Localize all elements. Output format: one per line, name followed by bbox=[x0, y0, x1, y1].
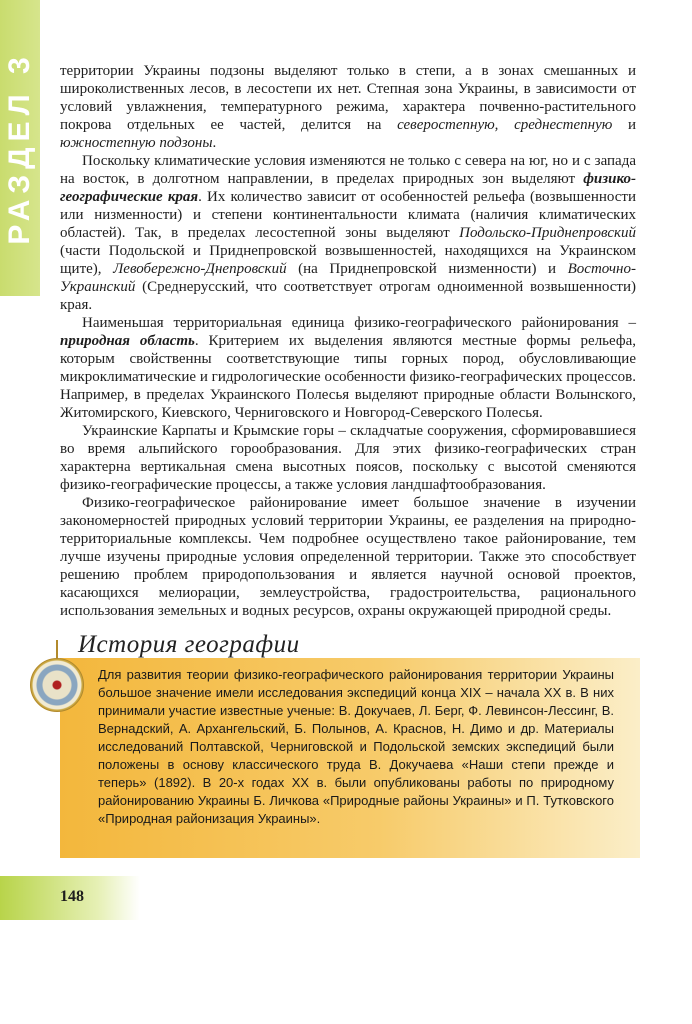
emphasized-term: северостепную, среднестепную bbox=[397, 117, 613, 133]
history-title: История географии bbox=[78, 631, 300, 658]
page-number: 148 bbox=[60, 888, 84, 905]
text-segment: (на Приднепровской низменности) и bbox=[286, 261, 568, 277]
text-segment: Поскольку климатические условия изменяются не только с севера на юг, но и с запада на восток, в долготном направлении, в пределах природных зон выделяют bbox=[60, 153, 636, 187]
text-segment: Физико-географическое районирование имеет большое значение в изучении закономерностей природных условий территории Украины, ее разделения на природно-территориальные комплексы. Чем подробнее осуществлено такое районирование, тем лучше изучены природные условия определенной территории. Также это способствует решению проблем природопользования и является научной основой проектов, касающихся мелиорации, землеустройства, градостроительства, рационального использования земельных и водных ресурсов, охраны окружающей природной среды. bbox=[60, 495, 636, 619]
paragraph bbox=[60, 422, 636, 494]
history-box bbox=[60, 658, 640, 858]
emphasized-term: природная область bbox=[60, 333, 195, 349]
emphasized-term: Левобережно-Днепровский bbox=[113, 261, 287, 277]
text-segment: и bbox=[612, 117, 636, 133]
paragraph bbox=[60, 494, 636, 620]
main-text bbox=[60, 62, 636, 620]
paragraph bbox=[60, 152, 636, 314]
footer-strip bbox=[0, 876, 140, 920]
text-segment: территории Украины подзоны выделяют только в степи, а в зонах смешанных и широколиственных лесов, в лесостепи их нет. Степная зона Украины, в зависимости от условий увлажнения, температурного режима, характера почвенно-растительного покрова отдельных ее частей, делится на bbox=[60, 63, 636, 133]
text-segment: . bbox=[212, 135, 217, 151]
text-segment: (Среднерусский, что соответствует отрогам одноименной возвышенности) края. bbox=[60, 279, 636, 313]
history-section bbox=[0, 632, 692, 858]
text-segment: Украинские Карпаты и Крымские горы – складчатые сооружения, сформировавшиеся во время альпийского горообразования. Для этих физико-географических стран характерна вертикальная смена высотных поясов, поскольку с высотой сменяются физико-географические процессы, а также условия ландшафтообразования. bbox=[60, 423, 636, 493]
paragraph bbox=[60, 62, 636, 152]
text-segment: . Критерием их выделения являются местные формы рельефа, которым свойственны соответствующие типы горных пород, обусловливающие микроклиматические и гидрологические особенности физико-географических процессов. Например, в пределах Украинского Полесья выделяют природные области Волынского, Житомирского, Киевского, Черниговского и Новгород-Северского Полесья. bbox=[60, 333, 636, 421]
text-segment: . Их количество зависит от особенностей рельефа (возвышенности или низменности) и степени континентальности климата (наличия климатических областей). Так, в пределах лесостепной зоны выделяют bbox=[60, 189, 636, 241]
text-segment: (части Подольской и Приднепровской возвышенностей, находящихся на Украинском щите), bbox=[60, 243, 636, 277]
text-segment: Наименьшая территориальная единица физико-географического районирования – bbox=[82, 315, 636, 331]
paragraph bbox=[60, 314, 636, 422]
emphasized-term: Восточно-Украинский bbox=[60, 261, 636, 295]
emphasized-term: физико-географические края bbox=[60, 171, 636, 205]
history-text: Для развития теории физико-географического районирования территории Украины большое значение имели исследования экспедиций конца XIX – начала XX в. В них принимали участие известные ученые: В. Докучаев, Л. Берг, Ф. Левинсон-Лессинг, В. Вернадский, А. Архангельский, Б. Полынов, А. Краснов, Н. Димо и др. Материалы исследований Полтавской, Черниговской и Подольской земских экспедиций были положены в основу классического труда В. Докучаева «Наши степи прежде и теперь» (1892). В 20-х годах XX в. были опубликованы работы по природному районированию Украины Б. Личкова «Природные районы Украины» и П. Тутковского «Природная районизация Украины». bbox=[98, 667, 614, 826]
emphasized-term: южностепную подзоны bbox=[60, 135, 213, 151]
section-label: РАЗДЕЛ 3 bbox=[3, 51, 36, 245]
emphasized-term: Подольско-Приднепровский bbox=[459, 225, 636, 241]
compass-rose-icon bbox=[30, 658, 84, 712]
compass-pin-decoration bbox=[56, 640, 58, 658]
